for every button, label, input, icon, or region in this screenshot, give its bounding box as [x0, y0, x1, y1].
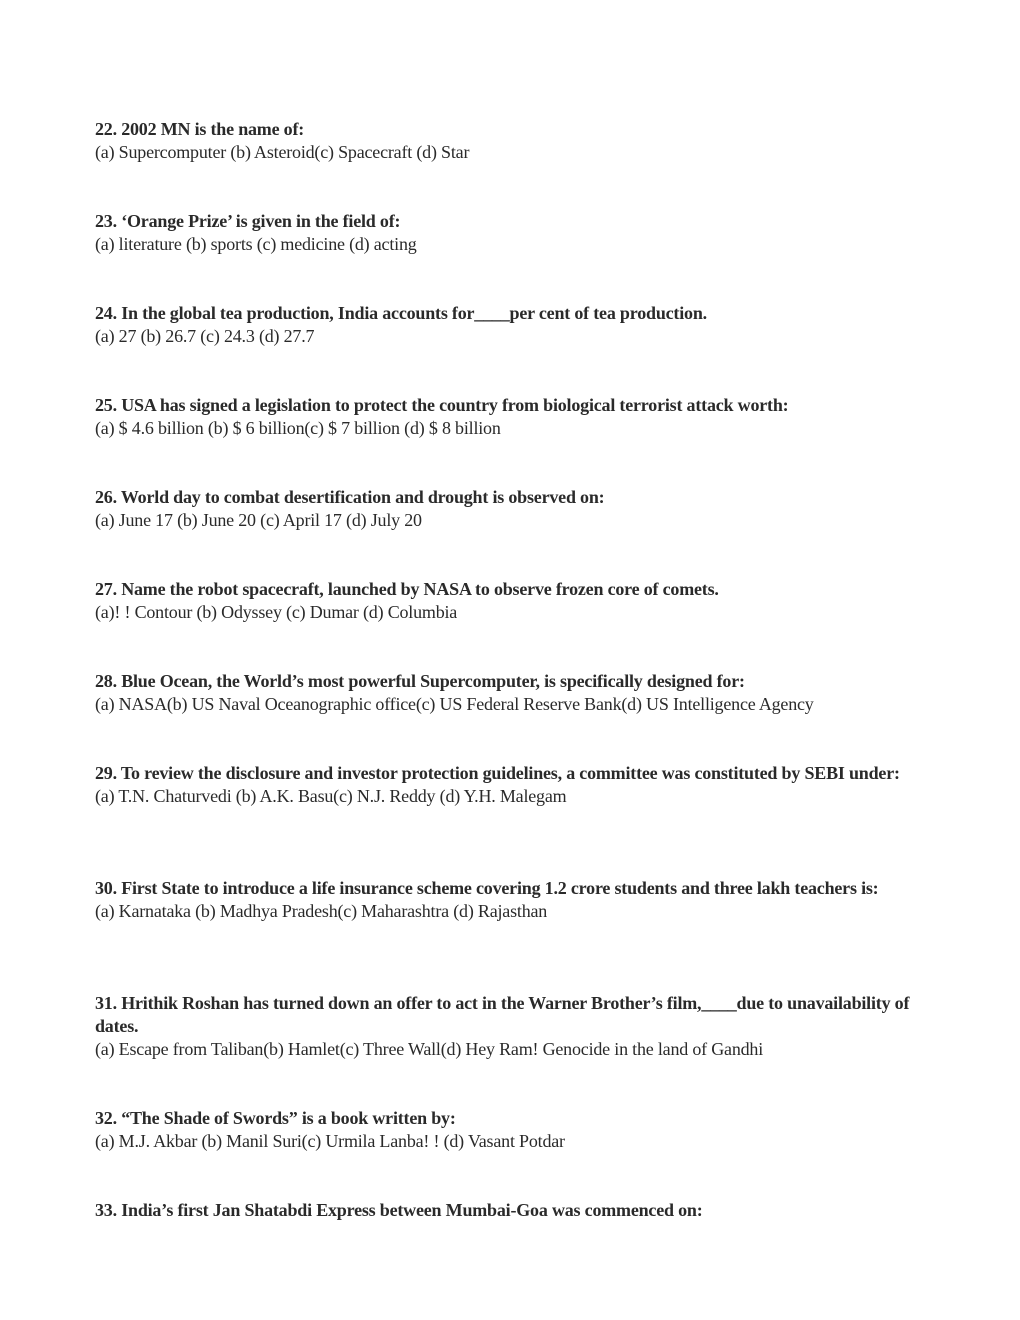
question-text: 30. First State to introduce a life insurance scheme covering 1.2 crore students and three lakh teachers is:: [95, 878, 879, 898]
question-options: (a) June 17 (b) June 20 (c) April 17 (d) July 20: [95, 510, 422, 530]
question-25: [95, 394, 925, 440]
question-options: (a) M.J. Akbar (b) Manil Suri(c) Urmila Lanba! ! (d) Vasant Potdar: [95, 1131, 565, 1151]
question-options: (a) literature (b) sports (c) medicine (d) acting: [95, 234, 417, 254]
question-23: [95, 210, 925, 256]
question-30: [95, 877, 925, 923]
question-text: 33. India’s first Jan Shatabdi Express between Mumbai-Goa was commenced on:: [95, 1200, 703, 1220]
question-options: (a) NASA(b) US Naval Oceanographic office(c) US Federal Reserve Bank(d) US Intelligence Agency: [95, 694, 814, 714]
question-text: 22. 2002 MN is the name of:: [95, 119, 305, 139]
question-32: [95, 1107, 925, 1153]
question-22: [95, 118, 925, 164]
question-text: 32. “The Shade of Swords” is a book written by:: [95, 1108, 456, 1128]
question-28: [95, 670, 925, 716]
question-31: [95, 992, 925, 1061]
question-options: (a) Escape from Taliban(b) Hamlet(c) Three Wall(d) Hey Ram! Genocide in the land of Gandhi: [95, 1039, 764, 1059]
question-text: 23. ‘Orange Prize’ is given in the field of:: [95, 211, 401, 231]
question-options: (a) 27 (b) 26.7 (c) 24.3 (d) 27.7: [95, 326, 315, 346]
question-text: 26. World day to combat desertification and drought is observed on:: [95, 487, 605, 507]
question-options: (a)! ! Contour (b) Odyssey (c) Dumar (d) Columbia: [95, 602, 458, 622]
question-text: 28. Blue Ocean, the World’s most powerful Supercomputer, is specifically designed for:: [95, 671, 745, 691]
question-options: (a) Karnataka (b) Madhya Pradesh(c) Maharashtra (d) Rajasthan: [95, 901, 548, 921]
question-text: 31. Hrithik Roshan has turned down an offer to act in the Warner Brother’s film,____due to unavailability of dates.: [95, 993, 910, 1036]
question-text: 25. USA has signed a legislation to protect the country from biological terrorist attack worth:: [95, 395, 789, 415]
question-33: [95, 1199, 925, 1222]
question-text: 24. In the global tea production, India accounts for____per cent of tea production.: [95, 303, 707, 323]
question-options: (a) Supercomputer (b) Asteroid(c) Spacecraft (d) Star: [95, 142, 470, 162]
question-27: [95, 578, 925, 624]
question-options: (a) T.N. Chaturvedi (b) A.K. Basu(c) N.J. Reddy (d) Y.H. Malegam: [95, 786, 567, 806]
question-24: [95, 302, 925, 348]
question-26: [95, 486, 925, 532]
question-text: 27. Name the robot spacecraft, launched by NASA to observe frozen core of comets.: [95, 579, 719, 599]
question-text: 29. To review the disclosure and investor protection guidelines, a committee was constituted by SEBI under:: [95, 763, 900, 783]
question-29: [95, 762, 925, 808]
question-options: (a) $ 4.6 billion (b) $ 6 billion(c) $ 7 billion (d) $ 8 billion: [95, 418, 501, 438]
